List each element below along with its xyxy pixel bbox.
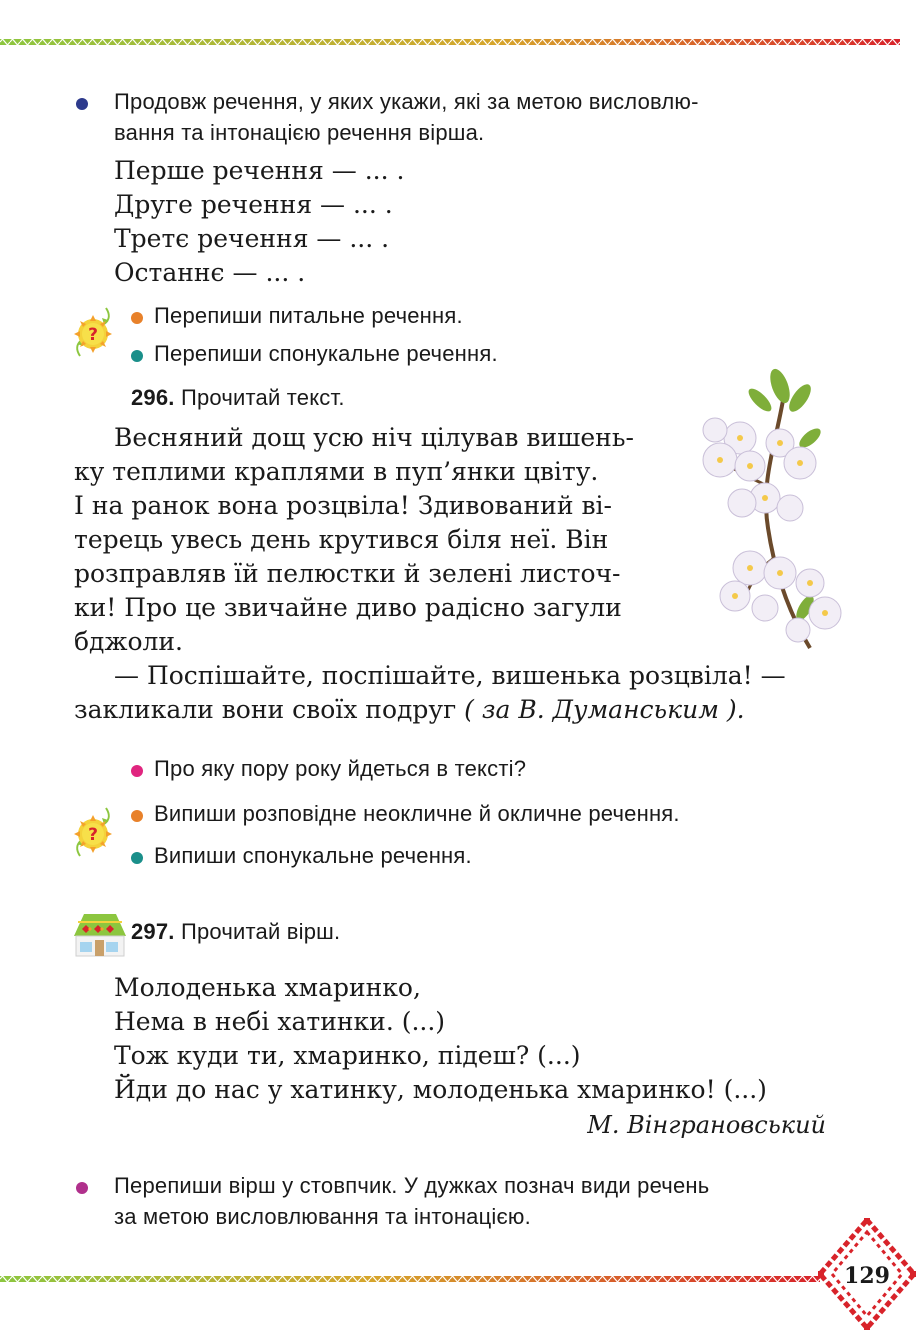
poem-author: М. Вінграновський bbox=[587, 1111, 826, 1139]
poem-line: Молоденька хмаринко, bbox=[114, 973, 421, 1002]
sentence-line: Останнє — ... . bbox=[114, 258, 306, 287]
story-line: Весняний дощ усю ніч цілував вишень- bbox=[114, 423, 634, 452]
purple-bullet bbox=[76, 1182, 88, 1194]
story-line: ки! Про це звичайне диво радісно загули bbox=[74, 593, 622, 622]
cherry-blossom-branch bbox=[690, 368, 850, 653]
story-line: І на ранок вона розцвіла! Здивований ві- bbox=[74, 491, 612, 520]
intro-task-line1: Продовж речення, у яких укажи, які за метою висловлю- bbox=[114, 89, 699, 114]
embroidered-house-icon bbox=[68, 912, 132, 958]
story-line: бджоли. bbox=[74, 627, 183, 656]
ex297-instruction: Прочитай вірш. bbox=[180, 919, 341, 944]
bottom-ornament-border bbox=[0, 1275, 820, 1283]
blue-bullet bbox=[76, 98, 88, 110]
source-citation: ( за В. Думанським ). bbox=[464, 695, 745, 724]
svg-text:?: ? bbox=[88, 825, 98, 845]
orange-bullet bbox=[131, 312, 143, 324]
teal-bullet bbox=[131, 350, 143, 362]
question-mark-sun-icon bbox=[70, 306, 118, 362]
sentence-line: Перше речення — ... . bbox=[114, 156, 405, 185]
q2-item2: Випиши спонукальне речення. bbox=[154, 843, 472, 868]
ex297-header bbox=[131, 919, 340, 945]
sentence-line: Третє речення — ... . bbox=[114, 224, 390, 253]
story-line: ку теплими краплями в пуп’янки цвіту. bbox=[74, 457, 599, 486]
ex296-number: 296. bbox=[131, 385, 175, 410]
top-ornament-border bbox=[0, 38, 900, 46]
ex296-instruction: Прочитай текст. bbox=[180, 385, 345, 410]
teal-bullet bbox=[131, 852, 143, 864]
story-line: терець увесь день крутився біля неї. Він bbox=[74, 525, 609, 554]
season-question: Про яку пору року йдеться в тексті? bbox=[154, 756, 527, 781]
story-line: розправляв їй пелюстки й зелені листоч- bbox=[74, 559, 621, 588]
q1-item1: Перепиши питальне речення. bbox=[154, 303, 463, 328]
question-mark-sun-icon bbox=[70, 806, 118, 862]
ex296-header bbox=[131, 385, 345, 411]
intro-task-line2: вання та інтонацією речення вірша. bbox=[114, 120, 485, 145]
poem-line: Нема в небі хатинки. (...) bbox=[114, 1007, 446, 1036]
q1-item2: Перепиши спонукальне речення. bbox=[154, 341, 498, 366]
ex297-number: 297. bbox=[131, 919, 175, 944]
ex297-task-line1: Перепиши вірш у стовпчик. У дужках познач види речень bbox=[114, 1173, 710, 1198]
ex297-task-line2: за метою висловлювання та інтонацією. bbox=[114, 1204, 531, 1229]
sentence-line: Друге речення — ... . bbox=[114, 190, 393, 219]
poem-line: Йди до нас у хатинку, молоденька хмаринко! (...) bbox=[114, 1075, 767, 1104]
poem-line: Тож куди ти, хмаринко, підеш? (...) bbox=[114, 1041, 581, 1070]
page-number: 129 bbox=[844, 1263, 890, 1289]
q2-item1: Випиши розповідне неокличне й окличне речення. bbox=[154, 801, 680, 826]
quote-line: — Поспішайте, поспішайте, вишенька розцвіла! — bbox=[114, 661, 786, 690]
closing-line bbox=[74, 693, 745, 727]
closing-text: закликали вони своїх подруг bbox=[74, 695, 457, 724]
orange-bullet bbox=[131, 810, 143, 822]
pink-bullet bbox=[131, 765, 143, 777]
svg-text:?: ? bbox=[88, 325, 98, 345]
